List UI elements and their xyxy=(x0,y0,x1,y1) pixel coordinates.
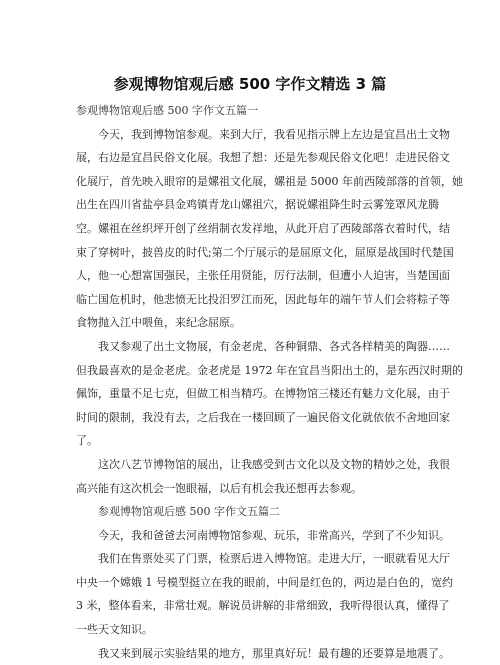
body-text-line: 这次八艺节博物馆的展出，让我感受到古文化以及文物的精妙之处，我很 xyxy=(98,457,450,471)
body-text-line: 食物抛入江中喂鱼，来纪念屈原。 xyxy=(76,316,241,330)
document-body xyxy=(76,99,463,665)
body-text-line: 束了穿树叶，披兽皮的时代;第二个厅展示的是屈原文化，屈原是战国时代楚国 xyxy=(76,245,454,259)
body-text-line: 高兴能有这次机会一饱眼福，以后有机会我还想再去参观。 xyxy=(76,481,362,495)
section-heading: 参观博物馆观后感 500 字作文五篇二 xyxy=(98,505,280,519)
document-title: 参观博物馆观后感 500 字作文精选 3 篇 xyxy=(113,75,387,93)
body-text-line: 时间的限制，我没有去，之后我在一楼回顾了一遍民俗文化就依依不舍地回家 xyxy=(76,410,450,424)
body-text-line: 临亡国危机时，他悲愤无比投汨罗江而死，因此每年的端午节人们会将粽子等 xyxy=(76,292,450,306)
body-text-line: 我们在售票处买了门票，检票后进入博物馆。走进大厅，一眼就看见大厅 xyxy=(98,552,450,566)
body-text-line: 了。 xyxy=(76,434,98,448)
body-text-line: 但我最喜欢的是金老虎。金老虎是 1972 年在宜昌当阳出土的，是东西汉时期的 xyxy=(76,363,463,377)
body-text-line: 我又来到展示实验结果的地方，那里真好玩！最有趣的还要算是地震了。 xyxy=(98,646,450,660)
body-text-line: 人，他一心想富国强民，主张任用贤能，厉行法制，但遭小人迫害，当楚国面 xyxy=(76,269,450,283)
body-text-line: 空。嫘祖在丝织坪开创了丝绢制衣发祥地，从此开启了西陵部落衣着时代，结 xyxy=(76,221,450,235)
body-text-line: 3 米，整体看来，非常壮观。解说员讲解的非常细致，我听得很认真，懂得了 xyxy=(76,599,450,613)
body-text-line: 我又参观了出土文物展，有金老虎、各种铜鼎、各式各样精美的陶器…… xyxy=(98,339,450,353)
section-heading: 参观博物馆观后感 500 字作文五篇一 xyxy=(76,104,258,117)
body-text-line: 一些天文知识。 xyxy=(76,623,153,637)
body-text-line: 中央一个嫦娥 1 号模型挺立在我的眼前，中间是红色的，两边是白色的，宽约 xyxy=(76,575,453,589)
body-text-line: 出生在四川省盐亭县金鸡镇青龙山嫘祖穴，据说嫘祖降生时云雾笼罩风龙腾 xyxy=(76,198,439,212)
body-text-line: 今天，我到博物馆参观。来到大厅，我看见指示牌上左边是宜昌出土文物 xyxy=(98,127,450,141)
body-text-line: 佩饰，重量不足七克，但做工相当精巧。在博物馆三楼还有魅力文化展，由于 xyxy=(76,387,450,401)
body-text-line: 展，右边是宜昌民俗文化展。我想了想：还是先参观民俗文化吧！走进民俗文 xyxy=(76,151,450,165)
body-text-line: 今天，我和爸爸去河南博物馆参观、玩乐，非常高兴，学到了不少知识。 xyxy=(98,528,450,542)
body-text-line: 化展厅，首先映入眼帘的是嫘祖文化展，嫘祖是 5000 年前西陵部落的首领，她 xyxy=(76,174,463,188)
